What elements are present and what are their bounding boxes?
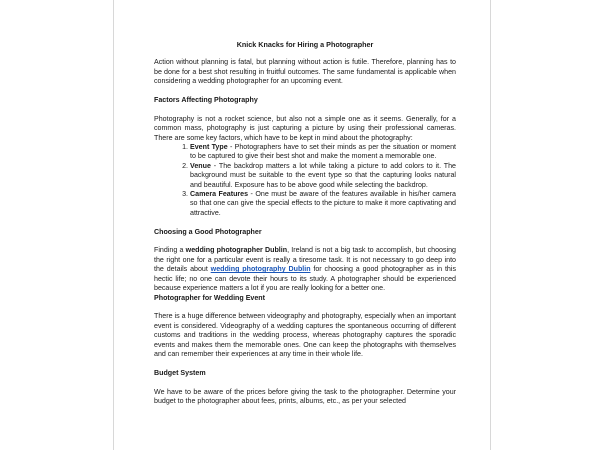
- section-heading-wedding: Photographer for Wedding Event: [154, 293, 266, 302]
- list-item-term: Camera Features: [190, 190, 249, 199]
- list-item-text: - The backdrop matters a lot while taking a picture to add colors to it. The background must be suitable to the event type so that the capturing looks natural and beautiful. Exposure has to be above good while selecting the backdrop.: [190, 161, 456, 189]
- choosing-text-end: for choosing a good photographer as in this hectic life; no one can devote their hours to its study. A photographer should be experienced because experience matters a lot if you are really looking for a better one.: [154, 265, 456, 293]
- intro-paragraph: Action without planning is fatal, but planning without action is futile. Therefore, planning has to be done for a best shot resulting in fruitful outcomes. The same fundamental is applicable when considering a wedding photographer for an upcoming event.: [154, 58, 456, 86]
- choosing-bold-keyword: wedding photographer Dublin: [185, 246, 288, 255]
- list-item-text: - One must be aware of the features available in his/her camera so that one can give the special effects to the picture to make it more captivating and attractive.: [190, 190, 456, 217]
- section-heading-factors: Factors Affecting Photography: [154, 96, 258, 105]
- list-item: [190, 162, 456, 190]
- section-heading-choosing: Choosing a Good Photographer: [154, 227, 262, 236]
- factors-paragraph: Photography is not a rocket science, but also not a simple one as it seems. Generally, for a common mass, photography is just capturing a picture by using their professional cameras. There are some key factors, which have to be kept in mind about the photography:: [154, 114, 456, 142]
- wedding-paragraph: There is a huge difference between videography and photography, especially when an important event is considered. Videography of a wedding captures the spontaneous occurring of different customs and traditions in the wedding process, whereas photography captures the sporadic events and makes them the memorable ones. One can keep the photographs with themselves and can remember their experiences at any time in their whole life.: [154, 312, 456, 358]
- choosing-text-mid: , Ireland is not a big task to accomplish, but choosing the right one for a particular event is really a tiresome task. It is not necessary to go deep into the details about: [154, 246, 456, 274]
- factors-list: [154, 143, 456, 218]
- choosing-text-start: Finding a: [154, 246, 186, 255]
- budget-paragraph: We have to be aware of the prices before giving the task to the photographer. Determine your budget to the photographer about fees, prints, albums, etc., as per your selected: [154, 387, 456, 405]
- list-item-text: - Photographers have to set their minds as per the situation or moment to be captured to give their best shot and make the moment a memorable one.: [190, 143, 456, 161]
- document-page: [113, 0, 491, 450]
- page-content: [154, 40, 456, 416]
- list-item-term: Event Type: [190, 143, 228, 152]
- document-title: Knick Knacks for Hiring a Photographer: [236, 40, 374, 49]
- list-item: [190, 190, 456, 218]
- section-heading-budget: Budget System: [154, 368, 206, 377]
- wedding-photography-link[interactable]: wedding photography Dublin: [210, 265, 311, 274]
- choosing-paragraph: [154, 246, 456, 293]
- list-item-term: Venue: [190, 161, 211, 170]
- list-item: [190, 143, 456, 162]
